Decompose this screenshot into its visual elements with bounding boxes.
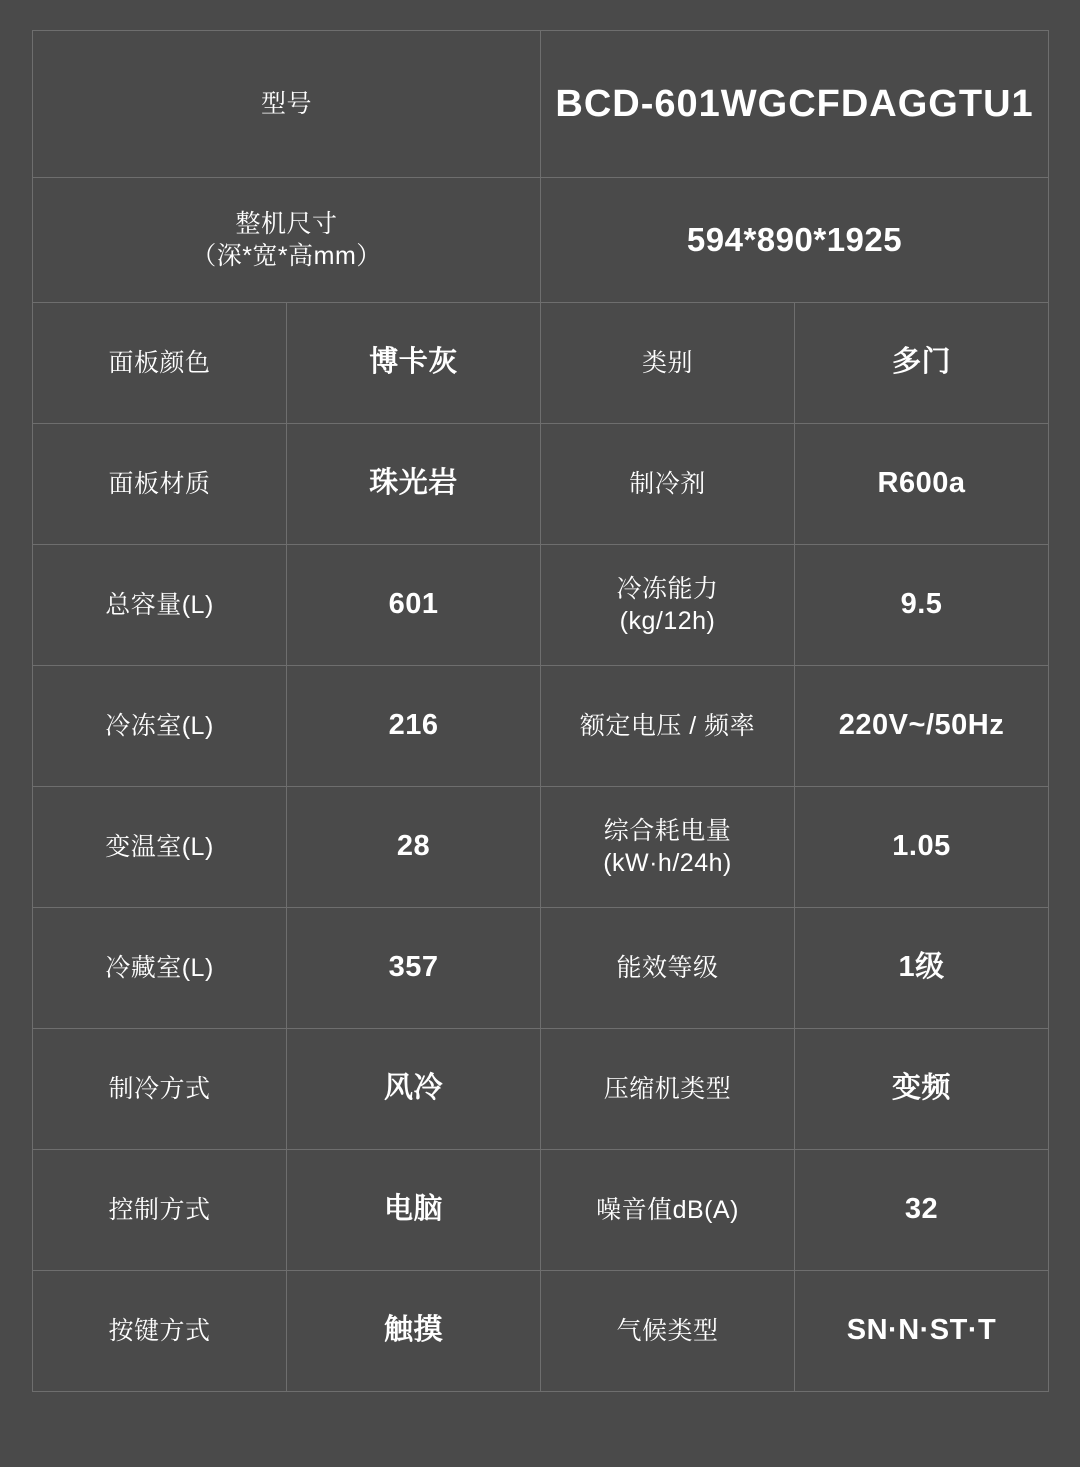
row-label-freezing-capacity [541,545,795,666]
row-value-fridge-volume: 357 [287,908,541,1029]
row-value-button-type: 触摸 [287,1271,541,1392]
table-row [33,1029,1049,1150]
row-value-freezing-capacity: 9.5 [795,545,1049,666]
row-label-panel-color: 面板颜色 [33,303,287,424]
table-row [33,1150,1049,1271]
freezing-capacity-label-line2: (kg/12h) [619,607,716,635]
row-value-dimensions: 594*890*1925 [541,178,1049,303]
row-value-category: 多门 [795,303,1049,424]
row-value-control-method: 电脑 [287,1150,541,1271]
row-value-compressor-type: 变频 [795,1029,1049,1150]
specification-table [32,30,1049,1392]
row-value-model: BCD-601WGCFDAGGTU1 [541,31,1049,178]
power-consumption-label-line2: (kW·h/24h) [603,849,732,877]
row-label-panel-material: 面板材质 [33,424,287,545]
row-value-cooling-method: 风冷 [287,1029,541,1150]
row-label-button-type: 按键方式 [33,1271,287,1392]
row-label-total-capacity: 总容量(L) [33,545,287,666]
dimensions-label-line1: 整机尺寸 [235,210,338,238]
freezing-capacity-label-line1: 冷冻能力 [616,575,719,603]
table-row [33,908,1049,1029]
row-label-power-consumption [541,787,795,908]
table-row [33,787,1049,908]
row-value-power-consumption: 1.05 [795,787,1049,908]
row-value-total-capacity: 601 [287,545,541,666]
row-label-model: 型号 [33,31,541,178]
row-label-refrigerant: 制冷剂 [541,424,795,545]
row-value-freezer-volume: 216 [287,666,541,787]
row-label-category: 类别 [541,303,795,424]
table-row [33,666,1049,787]
row-label-noise-level: 噪音值dB(A) [541,1150,795,1271]
row-label-dimensions [33,178,541,303]
row-value-voltage-frequency: 220V~/50Hz [795,666,1049,787]
row-value-refrigerant: R600a [795,424,1049,545]
table-row [33,303,1049,424]
row-value-noise-level: 32 [795,1150,1049,1271]
table-row [33,1271,1049,1392]
table-row [33,545,1049,666]
dimensions-label-line2: （深*宽*高mm） [191,242,382,270]
row-value-climate-type: SN·N·ST·T [795,1271,1049,1392]
row-label-climate-type: 气候类型 [541,1271,795,1392]
row-label-energy-grade: 能效等级 [541,908,795,1029]
row-value-panel-color: 博卡灰 [287,303,541,424]
table-row [33,178,1049,303]
row-label-fridge-volume: 冷藏室(L) [33,908,287,1029]
row-label-voltage-frequency: 额定电压 / 频率 [541,666,795,787]
power-consumption-label-line1: 综合耗电量 [603,817,732,845]
row-value-variable-temp-volume: 28 [287,787,541,908]
row-value-energy-grade: 1级 [795,908,1049,1029]
table-row [33,424,1049,545]
row-label-freezer-volume: 冷冻室(L) [33,666,287,787]
row-label-compressor-type: 压缩机类型 [541,1029,795,1150]
row-label-variable-temp-volume: 变温室(L) [33,787,287,908]
row-label-control-method: 控制方式 [33,1150,287,1271]
row-value-panel-material: 珠光岩 [287,424,541,545]
row-label-cooling-method: 制冷方式 [33,1029,287,1150]
table-row [33,31,1049,178]
